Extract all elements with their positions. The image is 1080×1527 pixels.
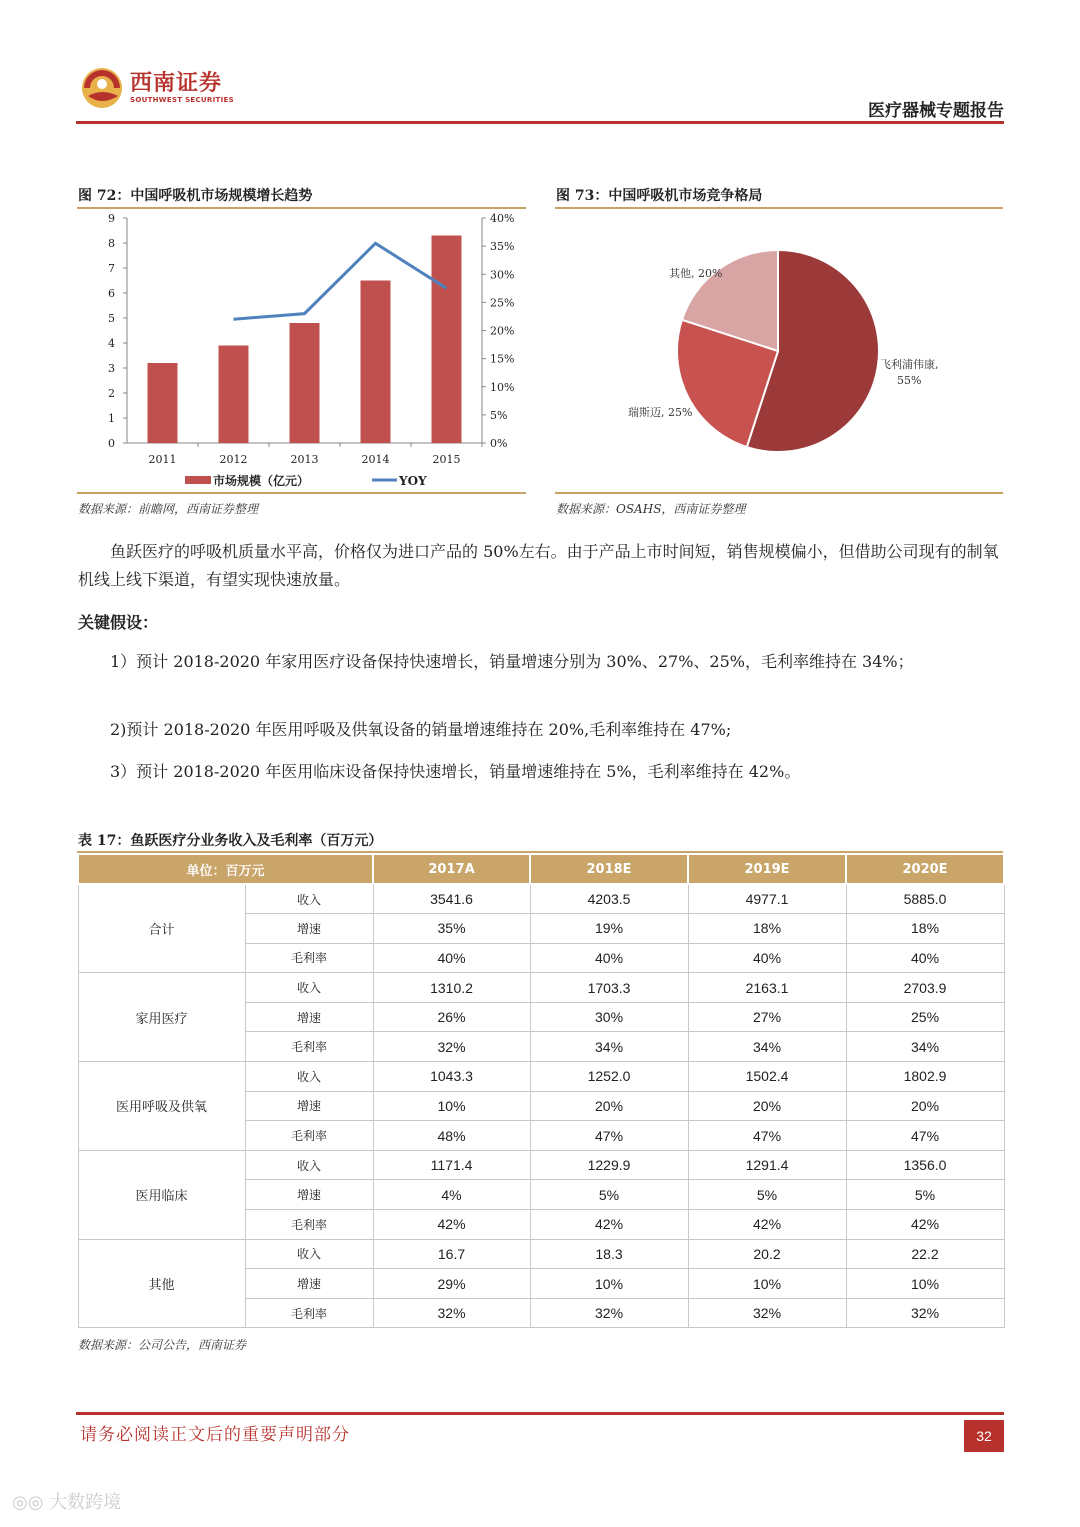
legend-label-bar: 市场规模（亿元）	[213, 474, 310, 488]
table-cell: 32%	[688, 1298, 846, 1328]
table-cell: 27%	[688, 1002, 846, 1032]
right-tick-label: 20%	[490, 324, 515, 338]
year-header: 2019E	[688, 854, 846, 884]
table-cell: 2163.1	[688, 973, 846, 1003]
left-tick-label: 0	[108, 437, 115, 450]
logo-sun-icon	[80, 66, 124, 110]
left-tick-label: 8	[108, 237, 115, 250]
table-cell: 42%	[530, 1210, 688, 1240]
metric-label: 收入	[245, 1239, 373, 1269]
metric-label: 增速	[245, 914, 373, 944]
table-cell: 2703.9	[846, 973, 1004, 1003]
right-tick-label: 30%	[490, 268, 515, 282]
table-cell: 19%	[530, 914, 688, 944]
table-cell: 1291.4	[688, 1150, 846, 1180]
table-cell: 20%	[688, 1091, 846, 1121]
x-tick-label: 2011	[148, 453, 177, 466]
year-header: 2020E	[846, 854, 1004, 884]
left-tick-label: 9	[108, 212, 115, 225]
table-cell: 1802.9	[846, 1062, 1004, 1092]
table-cell: 47%	[530, 1121, 688, 1151]
x-tick-label: 2013	[290, 453, 319, 466]
competition-pie-chart	[555, 208, 1003, 493]
watermark-text: 大数跨境	[49, 1492, 122, 1513]
table-row	[78, 1239, 1004, 1269]
metric-label: 毛利率	[245, 1121, 373, 1151]
left-tick-label: 5	[108, 312, 115, 325]
page-number: 32	[964, 1420, 1004, 1452]
metric-label: 增速	[245, 1091, 373, 1121]
table-cell: 32%	[373, 1298, 530, 1328]
segment-name: 其他	[78, 1239, 245, 1328]
table-cell: 40%	[373, 943, 530, 973]
x-tick-label: 2014	[361, 453, 390, 466]
table-cell: 18%	[688, 914, 846, 944]
left-tick-label: 7	[108, 262, 115, 275]
left-tick-label: 2	[108, 387, 115, 400]
metric-label: 增速	[245, 1269, 373, 1299]
table-row	[78, 1062, 1004, 1092]
bar	[290, 323, 320, 443]
year-header: 2017A	[373, 854, 530, 884]
segment-name: 医用呼吸及供氧	[78, 1062, 245, 1151]
table-cell: 4%	[373, 1180, 530, 1210]
table-cell: 1229.9	[530, 1150, 688, 1180]
table-cell: 18.3	[530, 1239, 688, 1269]
right-tick-label: 0%	[490, 437, 508, 450]
disclaimer-text: 请务必阅读正文后的重要声明部分	[80, 1425, 350, 1445]
logo-text-cn: 西南证券	[130, 70, 223, 96]
table-cell: 47%	[846, 1121, 1004, 1151]
table-row	[78, 1150, 1004, 1180]
left-tick-label: 1	[108, 412, 115, 425]
table-cell: 1171.4	[373, 1150, 530, 1180]
table-cell: 35%	[373, 914, 530, 944]
table-cell: 4977.1	[688, 884, 846, 914]
metric-label: 收入	[245, 1062, 373, 1092]
pie-label: 其他, 20%	[669, 267, 723, 280]
metric-label: 毛利率	[245, 1298, 373, 1328]
pie-label: 瑞斯迈, 25%	[628, 406, 693, 419]
metric-label: 增速	[245, 1180, 373, 1210]
table-cell: 34%	[688, 1032, 846, 1062]
x-tick-label: 2015	[432, 453, 461, 466]
table-cell: 40%	[846, 943, 1004, 973]
metric-label: 毛利率	[245, 1210, 373, 1240]
table-cell: 42%	[846, 1210, 1004, 1240]
table-cell: 10%	[373, 1091, 530, 1121]
table-cell: 48%	[373, 1121, 530, 1151]
fig73-source: 数据来源：OSAHS，西南证券整理	[556, 502, 746, 516]
table-cell: 1502.4	[688, 1062, 846, 1092]
header-divider	[76, 121, 1004, 124]
right-tick-label: 5%	[490, 408, 508, 422]
table-cell: 20.2	[688, 1239, 846, 1269]
right-tick-label: 25%	[490, 296, 515, 310]
right-tick-label: 40%	[490, 212, 515, 225]
assumption-1: 1）预计 2018-2020 年家用医疗设备保持快速增长，销量增速分别为 30%、27%、25%，毛利率维持在 34%；	[110, 652, 914, 671]
table-cell: 32%	[530, 1298, 688, 1328]
segment-name: 医用临床	[78, 1150, 245, 1239]
segment-revenue-table	[77, 853, 1005, 1328]
legend-label-line: YOY	[399, 474, 427, 488]
bar	[148, 363, 178, 443]
yoy-line	[234, 243, 447, 319]
watermark	[12, 1488, 121, 1514]
fig73-bottom-rule	[555, 492, 1003, 494]
fig72-bottom-rule	[77, 492, 526, 494]
table-cell: 18%	[846, 914, 1004, 944]
table-cell: 34%	[846, 1032, 1004, 1062]
table-cell: 26%	[373, 1002, 530, 1032]
right-tick-label: 35%	[490, 240, 515, 254]
segment-name: 合计	[78, 884, 245, 973]
body-paragraph: 鱼跃医疗的呼吸机质量水平高，价格仅为进口产品的 50%左右。由于产品上市时间短，销售规模偏小，但借助公司现有的制氧机线上线下渠道，有望实现快速放量。	[78, 542, 999, 589]
table-cell: 1356.0	[846, 1150, 1004, 1180]
table-cell: 25%	[846, 1002, 1004, 1032]
right-tick-label: 10%	[490, 380, 515, 394]
table-cell: 30%	[530, 1002, 688, 1032]
table-cell: 4203.5	[530, 884, 688, 914]
table-cell: 5%	[530, 1180, 688, 1210]
table-row	[78, 973, 1004, 1003]
table-cell: 32%	[373, 1032, 530, 1062]
pie-label: 飞利浦伟康,	[880, 358, 939, 371]
table-cell: 3541.6	[373, 884, 530, 914]
bar	[361, 281, 391, 444]
table-cell: 42%	[373, 1210, 530, 1240]
table-cell: 10%	[530, 1269, 688, 1299]
right-tick-label: 15%	[490, 352, 515, 366]
metric-label: 收入	[245, 884, 373, 914]
metric-label: 增速	[245, 1002, 373, 1032]
table-cell: 42%	[688, 1210, 846, 1240]
left-tick-label: 4	[108, 337, 115, 350]
table-source: 数据来源：公司公告，西南证券	[78, 1338, 247, 1352]
fig72-source: 数据来源：前瞻网，西南证券整理	[78, 502, 259, 516]
table-cell: 32%	[846, 1298, 1004, 1328]
year-header: 2018E	[530, 854, 688, 884]
x-tick-label: 2012	[219, 453, 248, 466]
assumption-3: 3）预计 2018-2020 年医用临床设备保持快速增长，销量增速维持在 5%，毛利率维持在 42%。	[110, 762, 801, 781]
table-cell: 5%	[846, 1180, 1004, 1210]
table-header-row	[78, 854, 1004, 884]
section-heading: 关键假设：	[78, 613, 159, 632]
table-cell: 10%	[846, 1269, 1004, 1299]
table-cell: 20%	[846, 1091, 1004, 1121]
table-cell: 22.2	[846, 1239, 1004, 1269]
table-cell: 20%	[530, 1091, 688, 1121]
company-logo	[80, 62, 240, 112]
table-cell: 1252.0	[530, 1062, 688, 1092]
metric-label: 收入	[245, 973, 373, 1003]
footer-divider	[76, 1412, 1004, 1415]
pie-label-pct: 55%	[897, 374, 922, 387]
fig73-caption: 图 73：中国呼吸机市场竞争格局	[556, 188, 763, 204]
bar	[219, 346, 249, 444]
table-cell: 40%	[688, 943, 846, 973]
table-cell: 47%	[688, 1121, 846, 1151]
table-cell: 29%	[373, 1269, 530, 1299]
watermark-logo-icon: ◎◎	[12, 1492, 50, 1513]
table-cell: 1310.2	[373, 973, 530, 1003]
unit-header: 单位：百万元	[78, 854, 373, 884]
segment-name: 家用医疗	[78, 973, 245, 1062]
metric-label: 毛利率	[245, 1032, 373, 1062]
metric-label: 毛利率	[245, 943, 373, 973]
table-caption: 表 17：鱼跃医疗分业务收入及毛利率（百万元）	[78, 833, 383, 849]
table-cell: 10%	[688, 1269, 846, 1299]
table-cell: 5885.0	[846, 884, 1004, 914]
report-title: 医疗器械专题报告	[868, 101, 1004, 121]
legend-swatch-bar	[185, 476, 211, 484]
market-size-chart	[77, 208, 527, 493]
bar	[432, 236, 462, 444]
left-tick-label: 3	[108, 362, 115, 375]
metric-label: 收入	[245, 1150, 373, 1180]
table-cell: 40%	[530, 943, 688, 973]
logo-text-en: SOUTHWEST SECURITIES	[130, 96, 234, 104]
table-cell: 1703.3	[530, 973, 688, 1003]
table-cell: 5%	[688, 1180, 846, 1210]
table-cell: 16.7	[373, 1239, 530, 1269]
fig72-caption: 图 72：中国呼吸机市场规模增长趋势	[78, 188, 313, 204]
table-cell: 1043.3	[373, 1062, 530, 1092]
table-row	[78, 884, 1004, 914]
left-tick-label: 6	[108, 287, 115, 300]
assumption-2: 2)预计 2018-2020 年医用呼吸及供氧设备的销量增速维持在 20%,毛利率维持在 47%;	[110, 720, 732, 739]
table-cell: 34%	[530, 1032, 688, 1062]
